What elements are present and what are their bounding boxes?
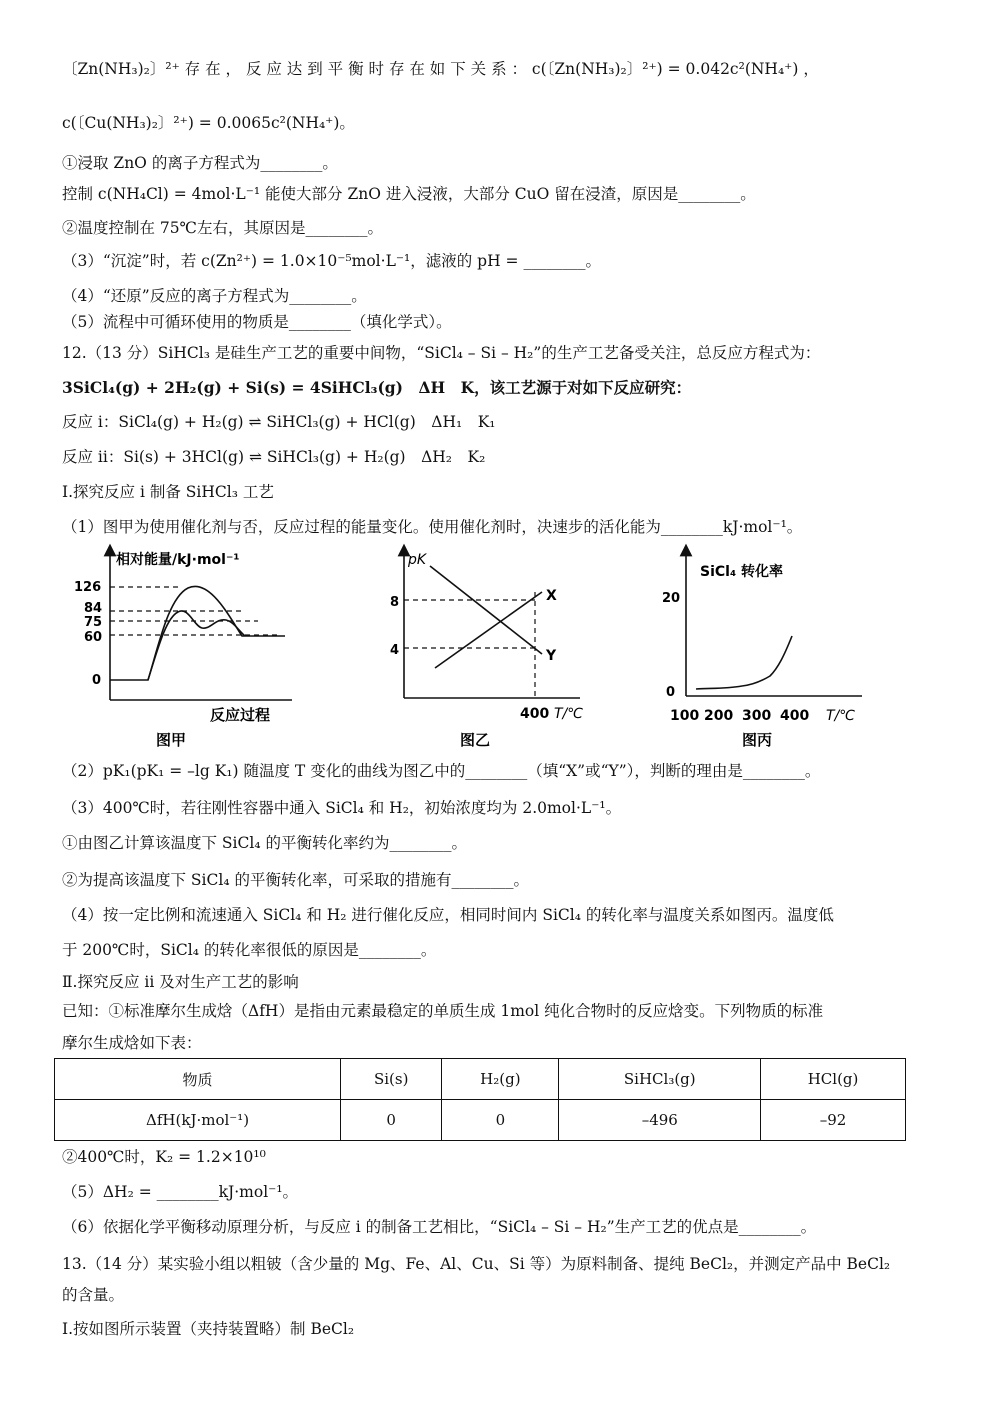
x-axis-label: T/℃ (554, 706, 583, 722)
xtick-300: 300 (742, 708, 772, 724)
guide-lines (404, 592, 535, 698)
question-5: （5）流程中可循环使用的物质是________（填化学式）。 (62, 313, 452, 331)
table-header-cell: 物质 (55, 1059, 341, 1100)
xtick-200: 200 (704, 708, 734, 724)
table-row-label: ΔfH(kJ·mol⁻¹) (55, 1100, 341, 1141)
ytick-0: 0 (666, 685, 676, 700)
figure-yi (380, 548, 610, 752)
ytick-75: 75 (84, 615, 103, 630)
table-header-cell: Si(s) (341, 1059, 442, 1100)
total-reaction: 3SiCl₄(g) + 2H₂(g) + Si(s) = 4SiHCl₃(g) ΔH K，该工艺源于对如下反应研究： (62, 378, 692, 397)
question-3: （3）“沉淀”时，若 c(Zn²⁺) = 1.0×10⁻⁵mol·L⁻¹，滤液的 pH = ________。 (62, 252, 601, 270)
table-row (55, 1100, 906, 1141)
figure-yi-title: 图乙 (460, 731, 491, 749)
y-axis-label: SiCl₄ 转化率 (700, 564, 783, 580)
reaction-i: 反应 i：SiCl₄(g) + H₂(g) ⇌ SiHCl₃(g) + HCl(g) ΔH₁ K₁ (62, 413, 496, 431)
figure-bing (660, 548, 890, 752)
question-1: ①浸取 ZnO 的离子方程式为________。 (62, 154, 338, 172)
question-12-2: （2）pK₁(pK₁ = –lg K₁) 随温度 T 变化的曲线为图乙中的________（填“X”或“Y”），判断的理由是________。 (62, 762, 821, 780)
table-cell: –496 (559, 1100, 761, 1141)
question-12-5: （5）ΔH₂ = ________kJ·mol⁻¹。 (62, 1183, 299, 1201)
question-2: ②温度控制在 75℃左右，其原因是________。 (62, 219, 383, 237)
problem-13-intro-b: 的含量。 (62, 1286, 125, 1304)
curve-catalyzed (148, 611, 245, 680)
section-13-I: Ⅰ.按如图所示装置（夹持装置略）制 BeCl₂ (62, 1320, 355, 1338)
y-axis-label: 相对能量/kJ·mol⁻¹ (116, 552, 240, 568)
question-12-6: （6）依据化学平衡移动原理分析，与反应 i 的制备工艺相比，“SiCl₄ – Si – H₂”生产工艺的优点是________。 (62, 1218, 817, 1236)
question-4: （4）“还原”反应的离子方程式为________。 (62, 287, 367, 305)
ytick-84: 84 (84, 601, 103, 616)
conversion-diagram (660, 548, 890, 748)
section-I-title: Ⅰ.探究反应 i 制备 SiHCl₃ 工艺 (62, 483, 274, 501)
problem-12-intro: 12.（13 分）SiHCl₃ 是硅生产工艺的重要中间物，“SiCl₄ – Si – H₂”的生产工艺备受关注，总反应方程式为： (62, 344, 821, 362)
figure-jia (70, 548, 300, 752)
problem-13-intro: 13.（14 分）某实验小组以粗铍（含少量的 Mg、Fe、Al、Cu、Si 等）为原料制备、提纯 BeCl₂，并测定产品中 BeCl₂ (62, 1255, 891, 1273)
figure-bing-title: 图丙 (742, 731, 773, 749)
xtick-400: 400 (520, 706, 550, 722)
guide-lines (110, 587, 280, 635)
table-header-cell: HCl(g) (761, 1059, 906, 1100)
line-Y (430, 566, 542, 654)
x-axis-label: 反应过程 (210, 706, 271, 724)
table-row (55, 1059, 906, 1100)
known-2: ②400℃时，K₂ = 1.2×10¹⁰ (62, 1148, 266, 1166)
question-control: 控制 c(NH₄Cl) = 4mol·L⁻¹ 能使大部分 ZnO 进入浸液，大部分 CuO 留在浸渣，原因是________。 (62, 185, 756, 203)
label-Y: Y (546, 648, 557, 664)
x-axis-label: T/℃ (826, 708, 855, 724)
table-header-cell: H₂(g) (442, 1059, 559, 1100)
question-12-4a: （4）按一定比例和流速通入 SiCl₄ 和 H₂ 进行催化反应，相同时间内 SiCl₄ 的转化率与温度关系如图丙。温度低 (62, 906, 834, 924)
table-cell: 0 (341, 1100, 442, 1141)
y-axis-label: pK (408, 552, 427, 568)
question-12-3-1: ①由图乙计算该温度下 SiCl₄ 的平衡转化率约为________。 (62, 834, 467, 852)
ytick-4: 4 (390, 643, 400, 658)
pk-diagram (380, 548, 610, 748)
text-line-2: c(〔Cu(NH₃)₂〕²⁺) = 0.0065c²(NH₄⁺)。 (62, 114, 355, 132)
ytick-20: 20 (662, 591, 681, 606)
question-12-4b: 于 200℃时，SiCl₄ 的转化率很低的原因是________。 (62, 941, 437, 959)
table-cell: 0 (442, 1100, 559, 1141)
figure-jia-title: 图甲 (156, 731, 187, 749)
question-12-3-2: ②为提高该温度下 SiCl₄ 的平衡转化率，可采取的措施有________。 (62, 871, 529, 889)
conversion-curve (696, 636, 792, 689)
reaction-ii: 反应 ii：Si(s) + 3HCl(g) ⇌ SiHCl₃(g) + H₂(g) ΔH₂ K₂ (62, 448, 486, 466)
enthalpy-table (54, 1058, 906, 1141)
xtick-100: 100 (670, 708, 700, 724)
section-II-title: Ⅱ.探究反应 ii 及对生产工艺的影响 (62, 973, 299, 991)
ytick-0: 0 (92, 673, 102, 688)
line-X (435, 592, 542, 668)
curve-uncatalyzed (110, 586, 285, 680)
ytick-60: 60 (84, 630, 103, 645)
label-X: X (546, 588, 557, 604)
known-1b: 摩尔生成焓如下表： (62, 1034, 202, 1052)
energy-diagram (70, 548, 300, 748)
question-12-3: （3）400℃时，若往刚性容器中通入 SiCl₄ 和 H₂，初始浓度均为 2.0mol·L⁻¹。 (62, 799, 622, 817)
ytick-126: 126 (74, 580, 102, 595)
xtick-400: 400 (780, 708, 810, 724)
text-line-1: 〔Zn(NH₃)₂〕²⁺ 存 在 ， 反 应 达 到 平 衡 时 存 在 如 下 关 系 ： c(〔Zn(NH₃)₂〕²⁺) = 0.042c²(NH₄⁺) ， (62, 60, 819, 78)
table-cell: –92 (761, 1100, 906, 1141)
question-12-1: （1）图甲为使用催化剂与否，反应过程的能量变化。使用催化剂时，决速步的活化能为________kJ·mol⁻¹。 (62, 518, 803, 536)
table-header-cell: SiHCl₃(g) (559, 1059, 761, 1100)
ytick-8: 8 (390, 595, 400, 610)
known-1a: 已知：①标准摩尔生成焓（ΔfH）是指由元素最稳定的单质生成 1mol 纯化合物时的反应焓变。下列物质的标准 (62, 1002, 824, 1020)
